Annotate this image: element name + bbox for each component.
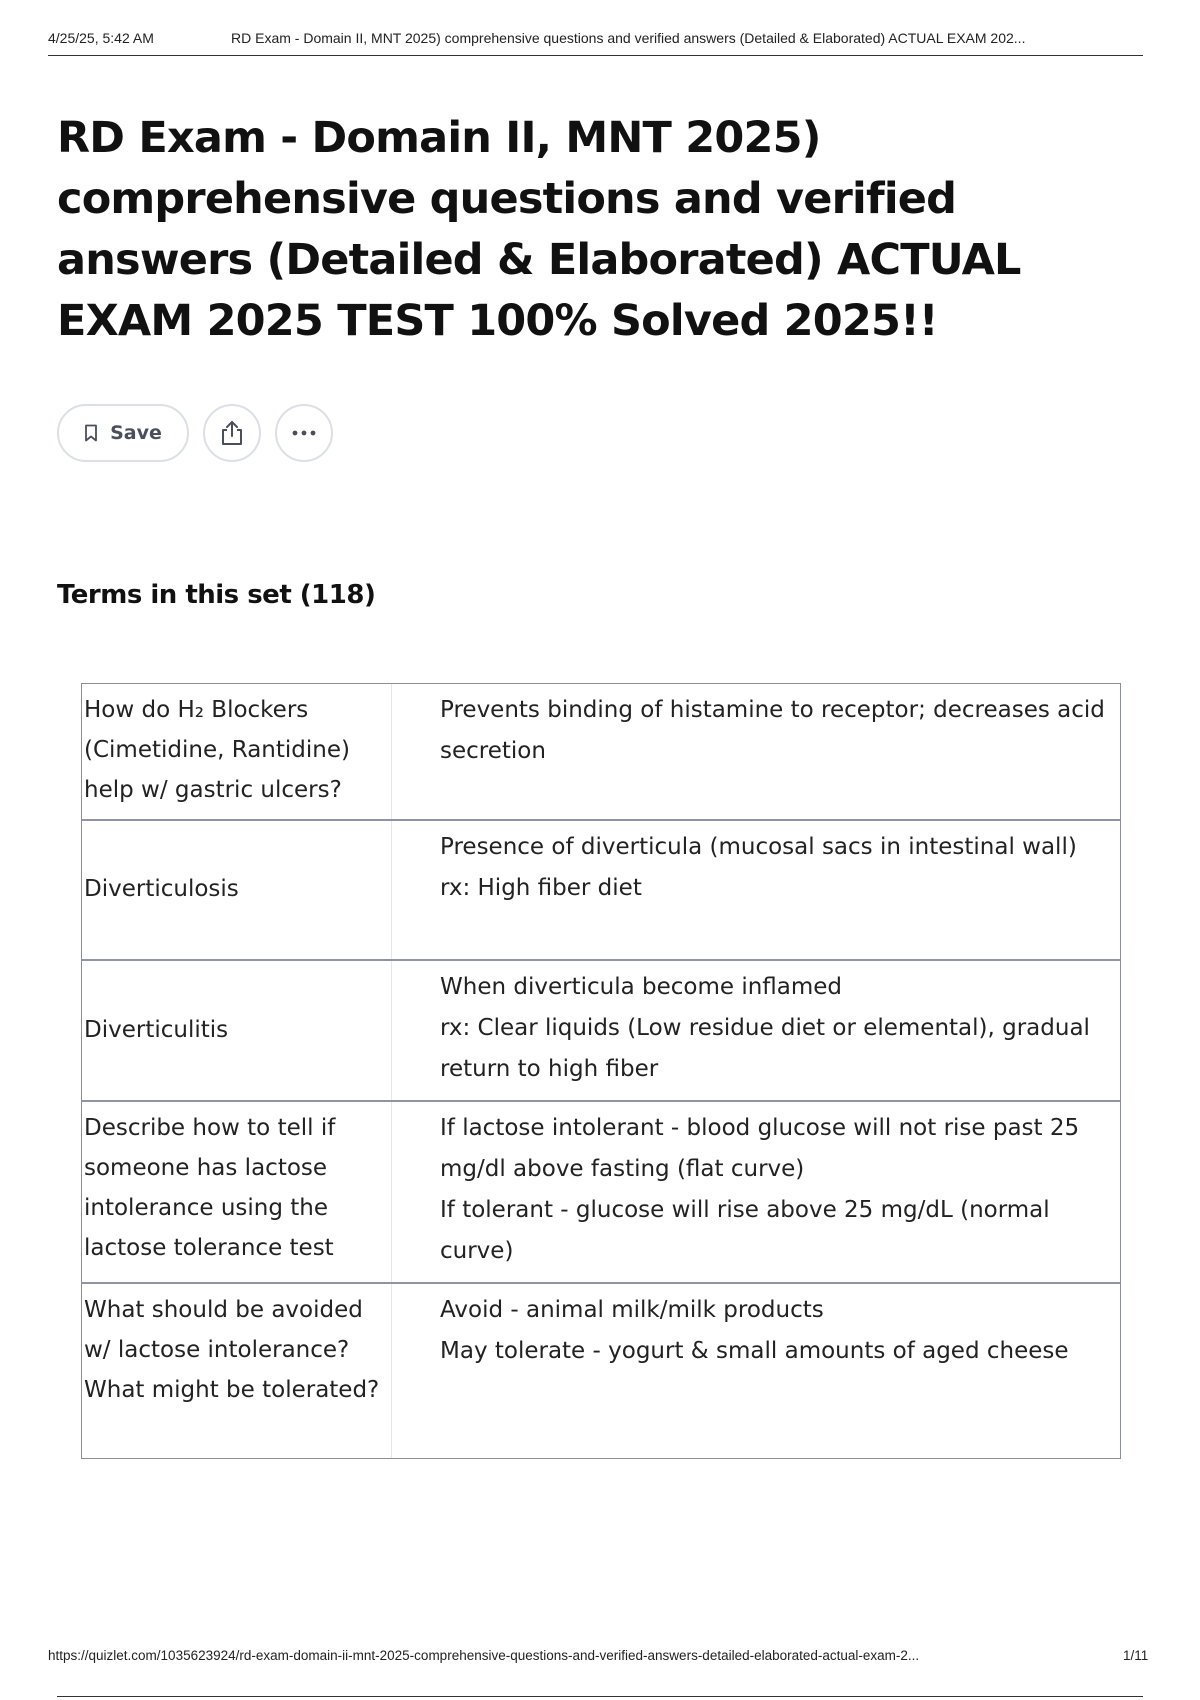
terms-section-title: Terms in this set (118) — [57, 580, 376, 610]
footer-divider — [57, 1696, 1143, 1697]
terms-table — [81, 683, 1121, 1459]
term-row — [82, 1282, 1120, 1458]
term-row — [82, 959, 1120, 1100]
term-row — [82, 819, 1120, 959]
term-label: Diverticulitis — [84, 1016, 229, 1043]
term-row — [82, 1100, 1120, 1282]
definition-text: When diverticula become inflamed rx: Clear liquids (Low residue diet or elemental), gradual return to high fiber — [440, 974, 1090, 1082]
bookmark-icon — [84, 424, 98, 442]
term-text — [82, 821, 392, 959]
term-text: What should be avoided w/ lactose intolerance? What might be tolerated? — [82, 1284, 392, 1458]
share-button[interactable] — [203, 404, 261, 462]
term-row — [82, 684, 1120, 819]
definition-text: If lactose intolerant - blood glucose will not rise past 25 mg/dl above fasting (flat curve) If tolerant - glucose will rise above 25 mg/dL (normal curve) — [440, 1115, 1080, 1264]
page-number: 1/11 — [1123, 1648, 1149, 1663]
action-bar — [57, 403, 333, 463]
print-timestamp: 4/25/25, 5:42 AM — [48, 30, 154, 46]
definition-text: Prevents binding of histamine to receptor; decreases acid secretion — [440, 697, 1105, 764]
more-options-button[interactable] — [275, 404, 333, 462]
term-text — [82, 961, 392, 1100]
save-button[interactable] — [57, 404, 189, 462]
page-title: RD Exam - Domain II, MNT 2025) comprehensive questions and verified answers (Detailed & Elaborated) ACTUAL EXAM 2025 TEST 100% Solved 2025!! — [57, 113, 1021, 346]
print-doc-title: RD Exam - Domain II, MNT 2025) comprehensive questions and verified answers (Detailed & Elaborated) ACTUAL EXAM 202... — [231, 30, 1026, 46]
print-url: https://quizlet.com/1035623924/rd-exam-domain-ii-mnt-2025-comprehensive-questions-and-verified-answers-detailed-elaborated-actual-exam-2... — [48, 1648, 920, 1663]
term-text: How do H₂ Blockers (Cimetidine, Rantidine) help w/ gastric ulcers? — [82, 684, 392, 819]
term-text: Describe how to tell if someone has lactose intolerance using the lactose tolerance test — [82, 1102, 392, 1282]
save-button-label: Save — [110, 422, 162, 444]
definition-text: Avoid - animal milk/milk products May tolerate - yogurt & small amounts of aged cheese — [440, 1297, 1069, 1364]
share-icon — [218, 419, 246, 447]
term-label: Diverticulosis — [84, 876, 239, 902]
print-header — [48, 26, 1143, 56]
more-icon — [290, 429, 318, 437]
definition-text: Presence of diverticula (mucosal sacs in intestinal wall) rx: High fiber diet — [440, 834, 1077, 901]
